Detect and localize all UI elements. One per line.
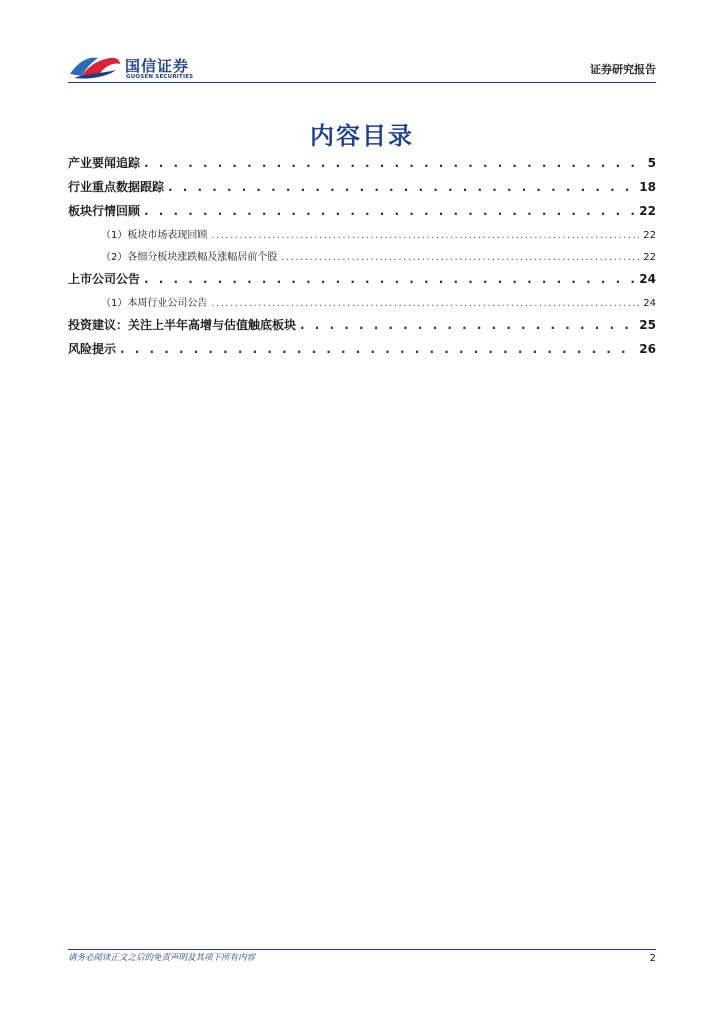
header-divider [68,82,656,83]
toc-entry-risk-warning[interactable] [68,340,656,364]
toc-entry-label: 行业重点数据跟踪 [68,180,165,194]
logo-english-name: GUOSEN SECURITIES [126,74,194,80]
toc-dot-leader [120,342,635,356]
toc-entry-page: 22 [643,230,656,241]
toc-entry-page: 22 [639,204,656,218]
toc-entry-page: 24 [639,272,656,286]
toc-dot-leader [144,272,635,286]
toc-entry-label: 风险提示 [68,342,117,356]
table-of-contents [68,154,656,364]
toc-entry-label: 上市公司公告 [68,272,141,286]
toc-dot-leader [211,298,639,309]
toc-entry-label: 投资建议：关注上半年高增与估值触底板块 [68,318,297,332]
toc-entry-company-announcements[interactable] [68,270,656,294]
toc-entry-investment-advice[interactable] [68,316,656,340]
toc-entry-industry-news[interactable] [68,154,656,178]
footer-divider [68,949,656,950]
toc-entry-page: 24 [643,298,656,309]
toc-dot-leader [211,230,639,241]
toc-entry-page: 26 [639,342,656,356]
toc-entry-page: 22 [643,252,656,263]
guosen-logo-icon [68,52,122,82]
logo-chinese-name: 国信证券 [125,57,190,75]
guosen-logo [68,52,218,82]
report-type-label: 证券研究报告 [590,63,656,76]
toc-entry-label: （1）板块市场表现回顾 [101,230,208,241]
toc-dot-leader [144,204,635,218]
toc-entry-page: 18 [639,180,656,194]
toc-dot-leader [168,180,635,194]
toc-subentry-market-performance[interactable] [68,226,656,248]
page-number: 2 [649,953,656,964]
toc-entry-label: （2）各细分板块涨跌幅及涨幅居前个股 [101,252,278,263]
toc-entry-key-data[interactable] [68,178,656,202]
toc-entry-page: 5 [647,156,656,170]
toc-entry-label: （1）本周行业公司公告 [101,298,208,309]
toc-entry-label: 板块行情回顾 [68,204,141,218]
footer-disclaimer: 请务必阅读正文之后的免责声明及其项下所有内容 [68,953,256,963]
page-header [68,50,656,84]
toc-subentry-weekly-announcements[interactable] [68,294,656,316]
toc-entry-sector-review[interactable] [68,202,656,226]
toc-title: 内容目录 [310,122,414,150]
toc-entry-page: 25 [639,318,656,332]
toc-entry-label: 产业要闻追踪 [68,156,141,170]
toc-dot-leader [144,156,644,170]
toc-dot-leader [300,318,635,332]
toc-dot-leader [281,252,639,263]
toc-subentry-sub-sector-moves[interactable] [68,248,656,270]
